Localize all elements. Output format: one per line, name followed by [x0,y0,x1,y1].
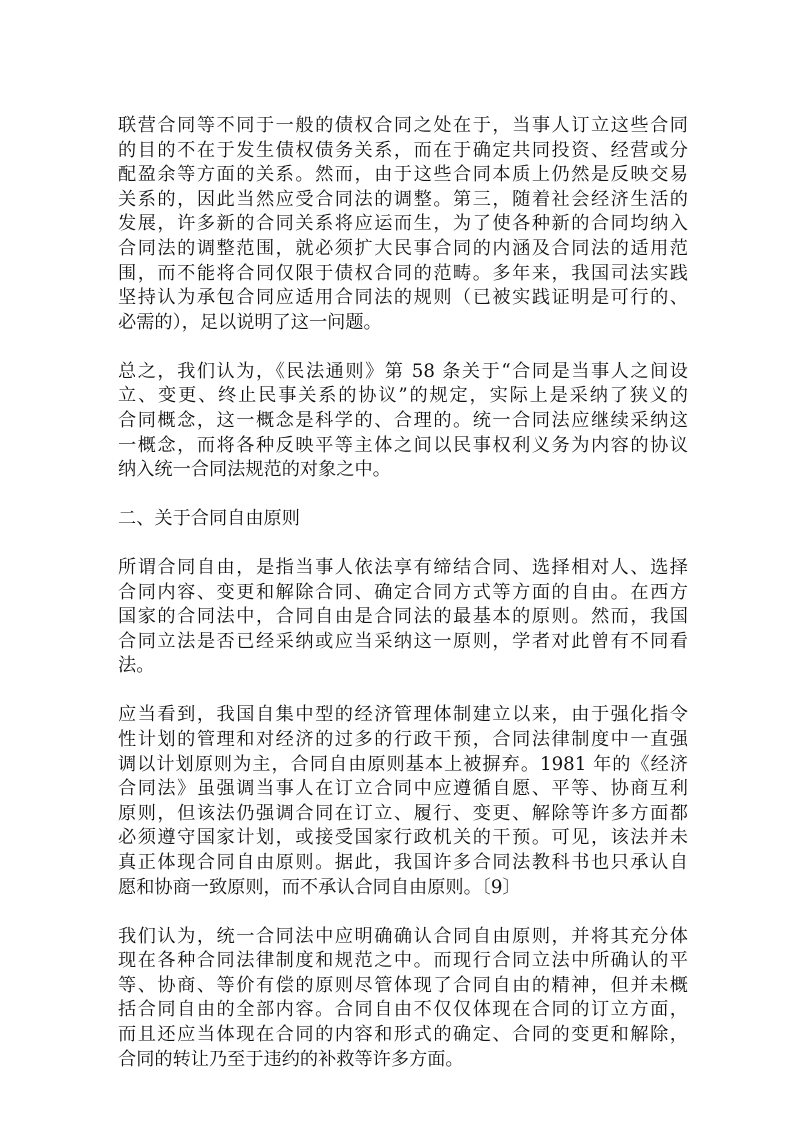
text-line: 现在各种合同法律制度和规范之中。而现行合同立法中所确认的平 [118,950,688,972]
text-line: 的目的不在于发生债权债务关系，而在于确定共同投资、经营或分 [118,139,688,161]
text-line: 性计划的管理和对经济的过多的行政干预，合同法律制度中一直强 [118,729,688,751]
text-line: 法。 [118,655,155,677]
paragraph-6 [118,925,688,1073]
text-line: 合同的转让乃至于违约的补救等许多方面。 [118,1048,464,1070]
text-line: 括合同自由的全部内容。合同自由不仅仅体现在合同的订立方面， [118,999,688,1021]
text-line: 合同法的调整范围，就必须扩大民事合同的内涵及合同法的适用范 [118,237,688,259]
text-line: 合同法》虽强调当事人在订立合同中应遵循自愿、平等、协商互利 [118,778,688,800]
paragraph-5 [118,703,688,900]
section-heading [118,507,688,532]
paragraph-4 [118,556,688,679]
text-line: 必需的），足以说明了这一问题。 [118,311,382,333]
text-line: 围，而不能将合同仅限于债权合同的范畴。多年来，我国司法实践 [118,262,688,284]
paragraph-2 [118,360,688,483]
text-line: 而且还应当体现在合同的内容和形式的确定、合同的变更和解除， [118,1023,688,1045]
text-line: 联营合同等不同于一般的债权合同之处在于，当事人订立这些合同 [118,115,688,136]
text-line: 合同立法是否已经采纳或应当采纳这一原则，学者对此曾有不同看 [118,630,688,652]
text-line: 调以计划原则为主，合同自由原则基本上被摒弃。1981 年的《经济 [118,753,688,775]
text-line: 总之，我们认为，《民法通则》第 58 条关于“合同是当事人之间设 [118,360,688,382]
text-line: 真正体现合同自由原则。据此，我国许多合同法教科书也只承认自 [118,852,688,873]
text-line: 等、协商、等价有偿的原则尽管体现了合同自由的精神，但并未概 [118,974,688,996]
text-line: 关系的，因此当然应受合同法的调整。第三，随着社会经济生活的 [118,188,688,210]
text-line: 纳入统一合同法规范的对象之中。 [118,459,391,481]
text-line: 合同内容、变更和解除合同、确定合同方式等方面的自由。在西方 [118,581,688,603]
text-line: 合同概念，这一概念是科学的、合理的。统一合同法应继续采纳这 [118,409,688,431]
document-body [118,114,688,1097]
text-line: 原则，但该法仍强调合同在订立、履行、变更、解除等许多方面都 [118,802,688,824]
text-line: 发展，许多新的合同关系将应运而生，为了使各种新的合同均纳入 [118,213,688,235]
text-line: 必须遵守国家计划，或接受国家行政机关的干预。可见，该法并未 [118,827,688,849]
text-line: 应当看到，我国自集中型的经济管理体制建立以来，由于强化指令 [118,704,688,726]
text-line: 我们认为，统一合同法中应明确确认合同自由原则，并将其充分体 [118,925,688,947]
text-line: 坚持认为承包合同应适用合同法的规则（已被实践证明是可行的、 [118,287,688,309]
section-heading-text: 二、关于合同自由原则 [118,508,300,530]
text-line: 所谓合同自由，是指当事人依法享有缔结合同、选择相对人、选择 [118,557,688,579]
text-line: 配盈余等方面的关系。然而，由于这些合同本质上仍然是反映交易 [118,164,688,186]
text-line: 立、变更、终止民事关系的协议”的规定，实际上是采纳了狭义的 [118,385,688,407]
text-line: 国家的合同法中，合同自由是合同法的最基本的原则。然而，我国 [118,606,688,628]
paragraph-1 [118,114,688,335]
text-line: 一概念，而将各种反映平等主体之间以民事权利义务为内容的协议 [118,434,688,456]
text-line: 愿和协商一致原则，而不承认合同自由原则。〔9〕 [118,876,521,898]
